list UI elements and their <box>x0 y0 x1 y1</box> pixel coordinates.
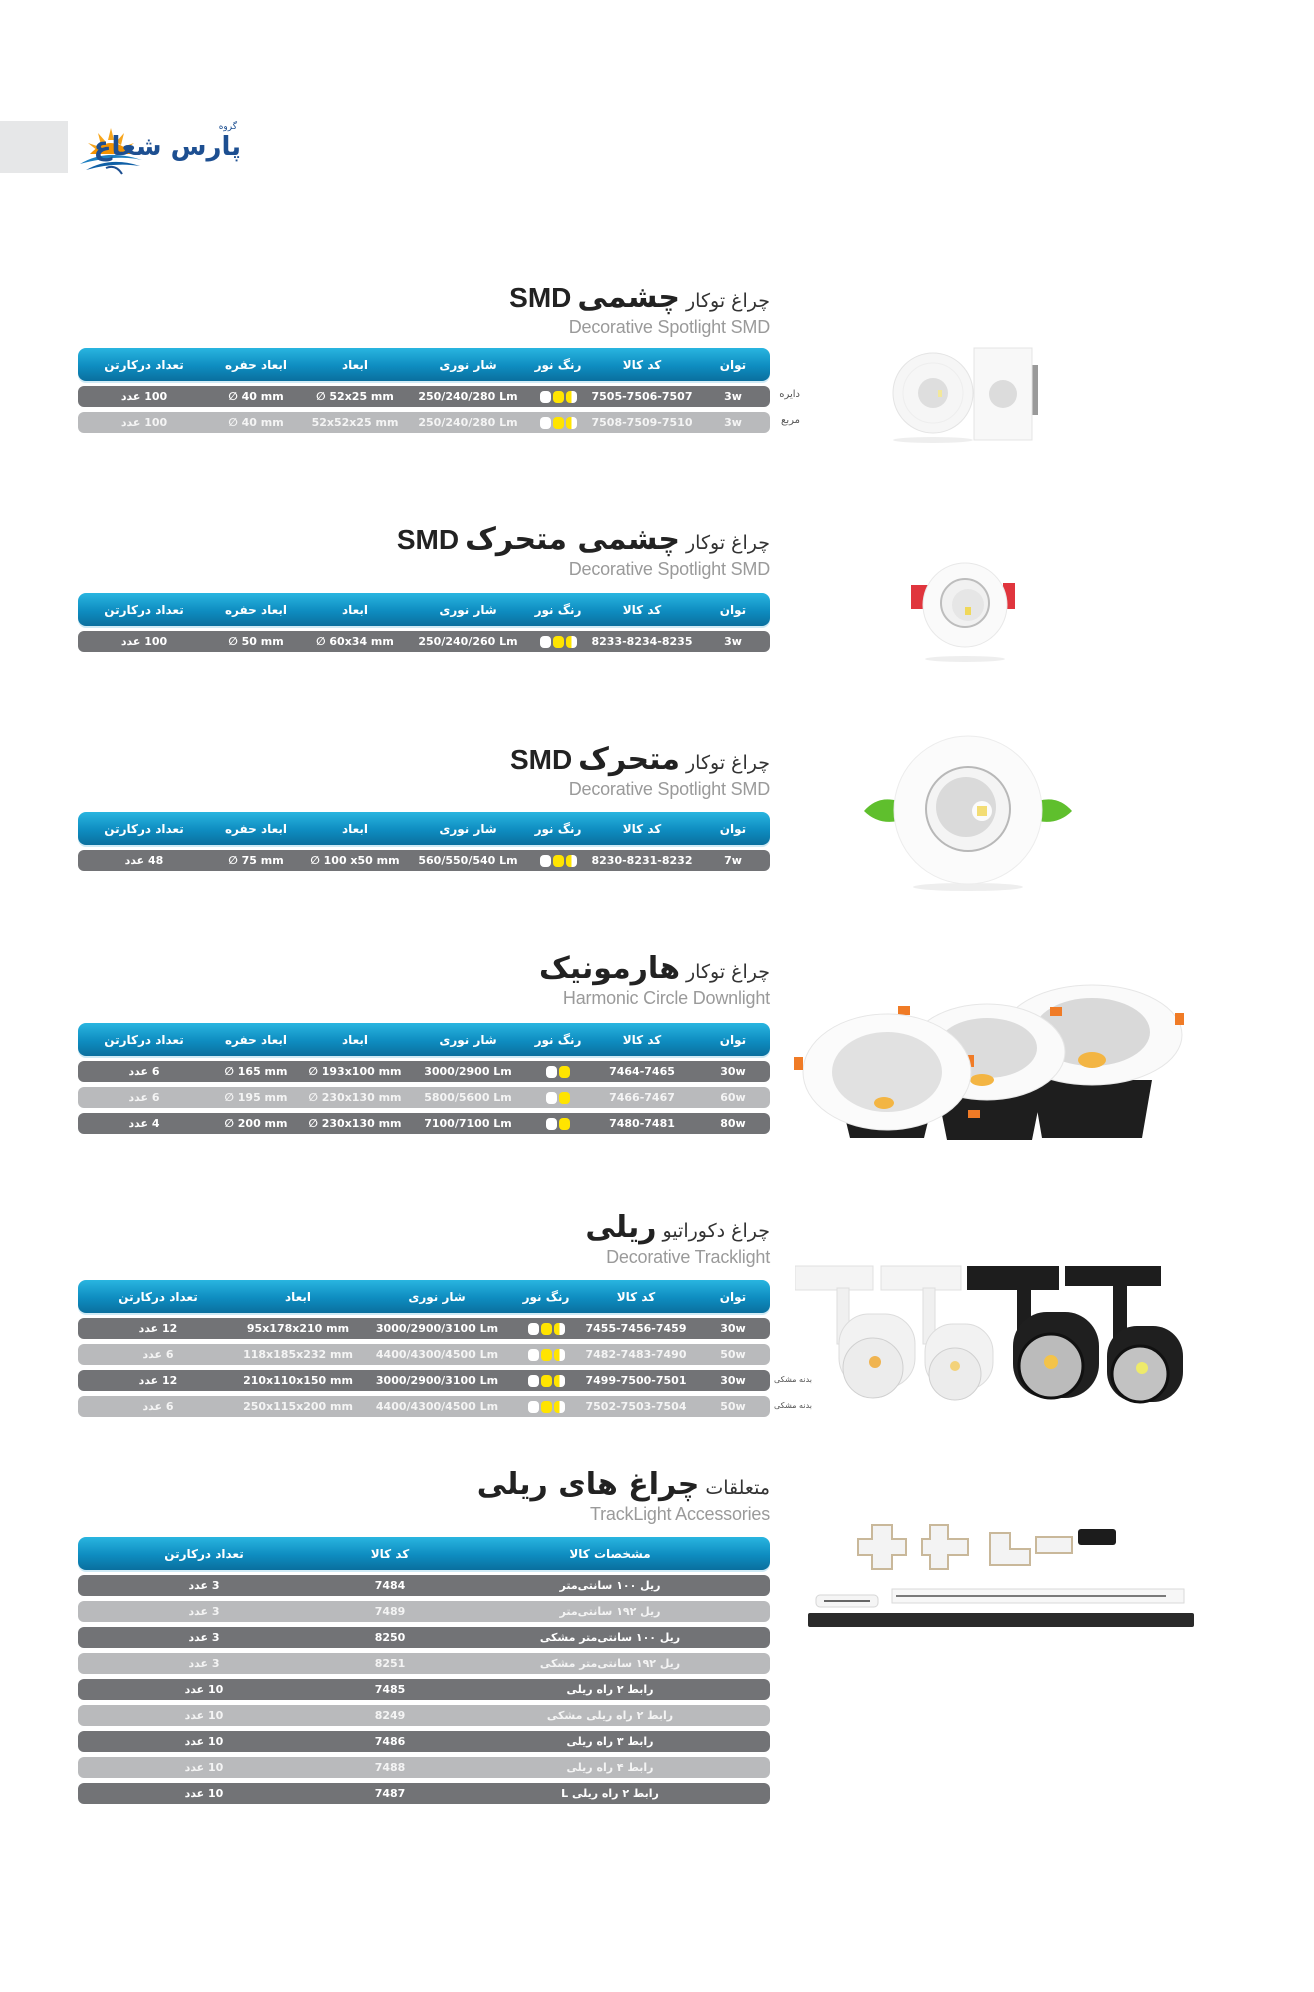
cell-power: 3w <box>724 635 742 648</box>
light-swatch-icon <box>566 636 577 648</box>
header-flux: شار نوری <box>439 821 497 836</box>
title-latin: SMD <box>509 744 573 775</box>
row-label: دایره <box>779 389 800 400</box>
cell-qty: 10 عدد <box>184 1735 224 1748</box>
light-swatch-icon <box>553 417 564 429</box>
table-row <box>78 1679 770 1700</box>
header-hole: ابعاد حفره <box>224 602 288 617</box>
cell-qty: 100 عدد <box>120 635 168 648</box>
header-dims: ابعاد <box>341 821 369 836</box>
decorative-gray-block <box>0 121 68 173</box>
cell-power: 50w <box>720 1400 746 1413</box>
cell-dims: ∅ 193x100 mm <box>308 1065 402 1078</box>
table-header <box>78 812 770 845</box>
table-row <box>78 1653 770 1674</box>
table-row <box>78 631 770 652</box>
header-light-color: رنگ نور <box>534 602 582 617</box>
spec-table-moving-smd <box>78 812 770 871</box>
table-row <box>78 1370 812 1391</box>
cell-hole: ∅ 195 mm <box>224 1091 288 1104</box>
header-dims: ابعاد <box>341 1032 369 1047</box>
table-header <box>78 1280 770 1313</box>
cell-spec: رابط ۳ راه ریلی <box>566 1735 654 1748</box>
cell-code: 7486 <box>374 1735 406 1748</box>
cell-light-color <box>528 1117 588 1130</box>
table-row <box>78 1627 770 1648</box>
cell-qty: 10 عدد <box>184 1683 224 1696</box>
table-header <box>78 1023 770 1056</box>
harmonic-downlight-product-image <box>792 960 1212 1150</box>
row-label: مربع <box>781 415 800 426</box>
light-swatch-icon <box>528 1349 539 1361</box>
cell-qty: 12 عدد <box>138 1322 178 1335</box>
header-power: توان <box>719 1289 747 1304</box>
light-swatch-icon <box>546 1066 557 1078</box>
table-row <box>78 1113 770 1134</box>
cell-flux: 250/240/280 Lm <box>418 390 518 403</box>
table-row <box>78 1087 770 1108</box>
title-bold: چشمی <box>577 280 680 315</box>
cell-flux: 3000/2900 Lm <box>424 1065 512 1078</box>
light-swatch-icon <box>566 855 577 867</box>
cell-code: 8249 <box>374 1709 406 1722</box>
light-swatch-icon <box>554 1323 565 1335</box>
cell-flux: 560/550/540 Lm <box>418 854 518 867</box>
spec-table-track-accessories <box>78 1537 770 1804</box>
cell-flux: 4400/4300/4500 Lm <box>375 1348 499 1361</box>
light-swatch-icon <box>554 1349 565 1361</box>
cell-qty: 10 عدد <box>184 1787 224 1800</box>
cell-qty: 100 عدد <box>120 390 168 403</box>
header-code: کد کالا <box>622 821 662 836</box>
table-header <box>78 348 770 381</box>
light-swatch-icon <box>566 417 577 429</box>
header-dims: ابعاد <box>341 602 369 617</box>
cell-qty: 10 عدد <box>184 1709 224 1722</box>
cell-power: 30w <box>720 1374 746 1387</box>
cell-power: 7w <box>724 854 742 867</box>
table-row <box>78 386 800 407</box>
cell-code: 7508-7509-7510 <box>591 416 693 429</box>
cell-flux: 250/240/280 Lm <box>418 416 518 429</box>
section-subtitle: TrackLight Accessories <box>589 1504 770 1524</box>
cell-code: 7489 <box>374 1605 406 1618</box>
cell-power: 3w <box>724 416 742 429</box>
light-swatch-icon <box>528 1323 539 1335</box>
header-light-color: رنگ نور <box>534 821 582 836</box>
cell-code: 7488 <box>374 1761 406 1774</box>
header-qty: تعداد درکارتن <box>118 1289 198 1304</box>
cell-dims: 250x115x200 mm <box>243 1400 353 1413</box>
cell-spec: ریل ۱۹۲ سانتی‌متر مشکی <box>539 1657 681 1670</box>
light-swatch-icon <box>554 1375 565 1387</box>
section-title-moving-spotlight-smd <box>397 522 770 580</box>
light-swatch-icon <box>559 1092 570 1104</box>
section-title-track-accessories <box>477 1467 770 1525</box>
spotlight-smd-product-image <box>888 340 1048 445</box>
light-swatch-icon <box>541 1323 552 1335</box>
tracklight-product-image <box>795 1262 1215 1422</box>
cell-power: 3w <box>724 390 742 403</box>
cell-light-color <box>528 635 588 648</box>
cell-dims: 95x178x210 mm <box>246 1322 350 1335</box>
cell-qty: 4 عدد <box>128 1117 160 1130</box>
cell-code: 7466-7467 <box>609 1091 675 1104</box>
light-swatch-icon <box>540 417 551 429</box>
spec-table-harmonic <box>78 1023 770 1134</box>
cell-light-color <box>516 1400 576 1413</box>
title-bold: متحرک <box>578 742 680 777</box>
cell-qty: 3 عدد <box>188 1631 220 1644</box>
title-bold: چشمی متحرک <box>465 522 680 557</box>
cell-hole: ∅ 75 mm <box>228 854 284 867</box>
brand-name: پارس شعاع <box>93 132 241 162</box>
light-swatch-icon <box>546 1092 557 1104</box>
header-code: کد کالا <box>622 1032 662 1047</box>
cell-dims: 210x110x150 mm <box>243 1374 353 1387</box>
cell-hole: ∅ 200 mm <box>224 1117 288 1130</box>
section-subtitle: Decorative Spotlight SMD <box>568 559 770 579</box>
cell-code: 7487 <box>374 1787 406 1800</box>
cell-spec: ریل ۱۰۰ سانتی‌متر مشکی <box>539 1631 681 1644</box>
section-title-tracklight <box>585 1210 770 1268</box>
cell-qty: 12 عدد <box>138 1374 178 1387</box>
brand-group-label: گروه <box>218 122 237 132</box>
moving-spotlight-product-image <box>905 555 1025 665</box>
spec-table-tracklight <box>78 1280 812 1417</box>
title-latin: SMD <box>396 524 460 555</box>
title-prefix: چراغ توکار <box>686 752 770 774</box>
table-row <box>78 1783 770 1804</box>
cell-code: 7485 <box>374 1683 406 1696</box>
header-dims: ابعاد <box>284 1289 312 1304</box>
section-title-spotlight-smd <box>509 280 770 338</box>
cell-flux: 3000/2900/3100 Lm <box>375 1322 499 1335</box>
cell-dims: ∅ 52x25 mm <box>316 390 394 403</box>
cell-light-color <box>516 1374 576 1387</box>
row-label: بدنه مشکی <box>774 1375 812 1384</box>
section-title-moving-smd <box>510 742 770 800</box>
cell-light-color <box>528 416 588 429</box>
light-swatch-icon <box>559 1118 570 1130</box>
table-header <box>78 1537 770 1570</box>
section-title-harmonic <box>539 951 770 1009</box>
cell-power: 50w <box>720 1348 746 1361</box>
cell-code: 7482-7483-7490 <box>585 1348 687 1361</box>
table-row <box>78 1705 770 1726</box>
header-light-color: رنگ نور <box>534 1032 582 1047</box>
table-row <box>78 1061 770 1082</box>
header-flux: شار نوری <box>439 1032 497 1047</box>
header-qty: تعداد درکارتن <box>104 1032 184 1047</box>
table-row <box>78 1575 770 1596</box>
light-swatch-icon <box>528 1401 539 1413</box>
light-swatch-icon <box>540 855 551 867</box>
moving-smd-product-image <box>858 725 1078 895</box>
cell-power: 60w <box>720 1091 746 1104</box>
light-swatch-icon <box>559 1066 570 1078</box>
title-prefix: متعلقات <box>705 1477 770 1499</box>
header-flux: شار نوری <box>439 602 497 617</box>
cell-code: 8250 <box>374 1631 406 1644</box>
cell-dims: 52x52x25 mm <box>311 416 399 429</box>
header-hole: ابعاد حفره <box>224 821 288 836</box>
cell-dims: ∅ 100 x50 mm <box>310 854 400 867</box>
title-bold: چراغ های ریلی <box>476 1467 700 1502</box>
light-swatch-icon <box>541 1349 552 1361</box>
cell-power: 30w <box>720 1322 746 1335</box>
title-prefix: چراغ توکار <box>686 532 770 554</box>
cell-qty: 6 عدد <box>128 1065 160 1078</box>
header-spec: مشخصات کالا <box>569 1546 651 1561</box>
table-row <box>78 1601 770 1622</box>
cell-code: 7505-7506-7507 <box>591 390 693 403</box>
cell-hole: ∅ 40 mm <box>228 390 284 403</box>
light-swatch-icon <box>546 1118 557 1130</box>
cell-power: 30w <box>720 1065 746 1078</box>
header-qty: تعداد درکارتن <box>104 821 184 836</box>
header-hole: ابعاد حفره <box>224 1032 288 1047</box>
table-row <box>78 1344 770 1365</box>
table-row <box>78 1757 770 1778</box>
cell-dims: ∅ 60x34 mm <box>316 635 394 648</box>
cell-light-color <box>528 1091 588 1104</box>
cell-dims: ∅ 230x130 mm <box>308 1117 402 1130</box>
light-swatch-icon <box>541 1401 552 1413</box>
cell-qty: 6 عدد <box>142 1348 174 1361</box>
cell-spec: رابط ۲ راه ریلی <box>566 1683 654 1696</box>
cell-code: 8251 <box>374 1657 406 1670</box>
light-swatch-icon <box>553 855 564 867</box>
cell-code: 7480-7481 <box>609 1117 675 1130</box>
cell-qty: 3 عدد <box>188 1579 220 1592</box>
header-code: کد کالا <box>616 1289 656 1304</box>
cell-flux: 4400/4300/4500 Lm <box>375 1400 499 1413</box>
cell-code: 7484 <box>374 1579 406 1592</box>
title-latin: SMD <box>509 282 572 313</box>
section-subtitle: Decorative Spotlight SMD <box>568 317 770 337</box>
light-swatch-icon <box>553 636 564 648</box>
header-flux: شار نوری <box>408 1289 466 1304</box>
header-code: کد کالا <box>622 357 662 372</box>
light-swatch-icon <box>540 636 551 648</box>
cell-code: 7499-7500-7501 <box>585 1374 687 1387</box>
spec-table-spotlight-smd <box>78 348 800 433</box>
section-subtitle: Decorative Tracklight <box>606 1247 770 1267</box>
cell-spec: رابط ۲ راه ریلی L <box>561 1787 659 1800</box>
table-row <box>78 1318 770 1339</box>
cell-qty: 10 عدد <box>184 1761 224 1774</box>
light-swatch-icon <box>541 1375 552 1387</box>
cell-light-color <box>528 390 588 403</box>
cell-flux: 3000/2900/3100 Lm <box>375 1374 499 1387</box>
cell-code: 8233-8234-8235 <box>591 635 693 648</box>
cell-flux: 7100/7100 Lm <box>424 1117 512 1130</box>
cell-light-color <box>528 1065 588 1078</box>
header-code: کد کالا <box>622 602 662 617</box>
track-accessories-product-image <box>800 1515 1200 1635</box>
table-row <box>78 850 770 871</box>
cell-dims: ∅ 230x130 mm <box>308 1091 402 1104</box>
table-row <box>78 1731 770 1752</box>
title-bold: ریلی <box>585 1210 657 1245</box>
header-light-color: رنگ نور <box>522 1289 570 1304</box>
section-subtitle: Harmonic Circle Downlight <box>562 988 770 1008</box>
header-light-color: رنگ نور <box>534 357 582 372</box>
cell-hole: ∅ 165 mm <box>224 1065 288 1078</box>
header-qty: تعداد درکارتن <box>104 602 184 617</box>
header-hole: ابعاد حفره <box>224 357 288 372</box>
header-power: توان <box>719 602 747 617</box>
cell-spec: رابط ۲ راه ریلی مشکی <box>546 1709 674 1722</box>
light-swatch-icon <box>554 1401 565 1413</box>
cell-qty: 3 عدد <box>188 1657 220 1670</box>
cell-spec: ریل ۱۰۰ سانتی‌متر <box>559 1579 661 1592</box>
cell-hole: ∅ 50 mm <box>228 635 284 648</box>
cell-qty: 48 عدد <box>124 854 164 867</box>
light-swatch-icon <box>528 1375 539 1387</box>
cell-flux: 250/240/260 Lm <box>418 635 518 648</box>
cell-qty: 6 عدد <box>142 1400 174 1413</box>
header-code: کد کالا <box>370 1546 410 1561</box>
title-prefix: چراغ توکار <box>686 961 770 983</box>
header-dims: ابعاد <box>341 357 369 372</box>
light-swatch-icon <box>553 391 564 403</box>
cell-flux: 5800/5600 Lm <box>424 1091 512 1104</box>
table-row <box>78 1396 812 1417</box>
row-label: بدنه مشکی <box>774 1401 812 1410</box>
cell-code: 7502-7503-7504 <box>585 1400 687 1413</box>
title-prefix: چراغ توکار <box>686 290 770 312</box>
header-power: توان <box>719 357 747 372</box>
light-swatch-icon <box>540 391 551 403</box>
section-subtitle: Decorative Spotlight SMD <box>568 779 770 799</box>
header-qty: تعداد درکارتن <box>164 1546 244 1561</box>
cell-code: 8230-8231-8232 <box>591 854 693 867</box>
header-flux: شار نوری <box>439 357 497 372</box>
cell-qty: 3 عدد <box>188 1605 220 1618</box>
cell-dims: 118x185x232 mm <box>243 1348 353 1361</box>
cell-light-color <box>516 1322 576 1335</box>
spec-table-moving-spotlight-smd <box>78 593 770 652</box>
header-qty: تعداد درکارتن <box>104 357 184 372</box>
header-power: توان <box>719 1032 747 1047</box>
cell-spec: رابط ۴ راه ریلی <box>566 1761 654 1774</box>
title-prefix: چراغ دکوراتیو <box>662 1220 770 1242</box>
cell-light-color <box>516 1348 576 1361</box>
cell-code: 7464-7465 <box>609 1065 675 1078</box>
header-power: توان <box>719 821 747 836</box>
cell-qty: 6 عدد <box>128 1091 160 1104</box>
cell-light-color <box>528 854 588 867</box>
cell-code: 7455-7456-7459 <box>585 1322 687 1335</box>
brand-logo <box>76 122 251 177</box>
table-row <box>78 412 800 433</box>
light-swatch-icon <box>566 391 577 403</box>
cell-power: 80w <box>720 1117 746 1130</box>
title-bold: هارمونیک <box>539 951 680 986</box>
cell-hole: ∅ 40 mm <box>228 416 284 429</box>
table-header <box>78 593 770 626</box>
cell-spec: ریل ۱۹۲ سانتی‌متر <box>559 1605 661 1618</box>
cell-qty: 100 عدد <box>120 416 168 429</box>
